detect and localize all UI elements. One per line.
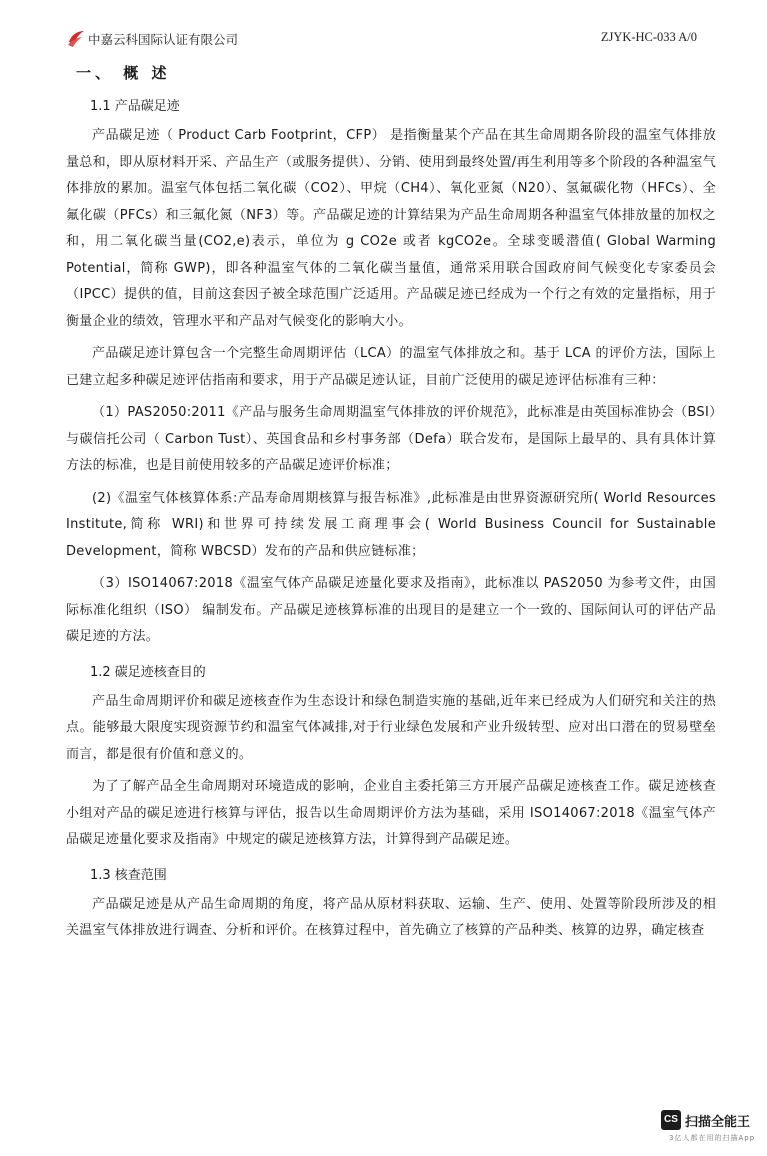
heading-1-1: 1.1 产品碳足迹 (90, 99, 180, 114)
document-number: ZJYK-HC-033 A/0 (600, 30, 697, 44)
scanner-watermark (661, 1110, 761, 1146)
heading-1-2: 1.2 碳足迹核查目的 (90, 664, 206, 680)
page-header (66, 26, 697, 50)
company-logo-icon (66, 28, 86, 48)
paragraph: （3）ISO14067:2018《温室气体产品碳足迹量化要求及指南》，此标准以 PAS2050 为参考文件，由国际标准化组织（ISO） 编制发布。产品碳足迹核算标准的出现目的是建立一个一致的、国际间认可的评估产品碳足迹的方法。 (66, 576, 716, 644)
document-body (66, 62, 716, 951)
paragraph: 为了了解产品全生命周期对环境造成的影响，企业自主委托第三方开展产品碳足迹核查工作。碳足迹核查小组对产品的碳足迹进行核算与评估，报告以生命周期评价方法为基础，采用 ISO14067:2018《温室气体产品碳足迹量化要求及指南》中规定的碳足迹核算方法，计算得到产品碳足迹。 (66, 779, 716, 847)
paragraph: (2)《温室气体核算体系:产品寿命周期核算与报告标准》,此标准是由世界资源研究所( World Resources Institute,简称 WRI)和世界可持续发展工商理事会( World Business Council for Sustainable Development，简称 WBCSD）发布的产品和供应链标准； (66, 490, 716, 559)
paragraph: 产品碳足迹是从产品生命周期的角度，将产品从原材料获取、运输、生产、使用、处置等阶段所涉及的相关温室气体排放进行调查、分析和评价。在核算过程中，首先确立了核算的产品种类、核算的边界，确定核查 (66, 896, 716, 938)
paragraph: （1）PAS2050:2011《产品与服务生命周期温室气体排放的评价规范》，此标准是由英国标准协会（BSI）与碳信托公司（ Carbon Tust）、英国食品和乡村事务部（Defa）联合发布，是国际上最早的、具有具体计算方法的标准，也是目前使用较多的产品碳足迹评价标准； (66, 405, 716, 473)
company-name: 中嘉云科国际认证有限公司 (88, 32, 239, 47)
section-title: 一、 概 述 (76, 64, 171, 82)
paragraph: 产品碳足迹计算包含一个完整生命周期评估（LCA）的温室气体排放之和。基于 LCA 的评价方法，国际上已建立起多种碳足迹评估指南和要求，用于产品碳足迹认证，目前广泛使用的碳足迹评估标准有三种： (66, 346, 716, 388)
paragraph: 产品碳足迹（ Product Carb Footprint，CFP） 是指衡量某个产品在其生命周期各阶段的温室气体排放量总和，即从原材料开采、产品生产（或服务提供）、分销、使用到最终处置/再生利用等多个阶段的各种温室气体排放的累加。温室气体包括二氧化碳（CO2）、甲烷（CH4）、氧化亚氮（N20）、氢氟碳化物（HFCs）、全氟化碳（PFCs）和三氟化氮（NF3）等。产品碳足迹的计算结果为产品生命周期各种温室气体排放量的加权之和，用二氧化碳当量(CO2,e)表示，单位为 g CO2e 或者 kgCO2e。全球变暖潜值( Global Warming Potential，简称 GWP)，即各种温室气体的二氧化碳当量值，通常采用联合国政府间气候变化专家委员会（IPCC）提供的值，目前这套因子被全球范围广泛适用。产品碳足迹已经成为一个行之有效的定量指标，用于衡量企业的绩效，管理水平和产品对气候变化的影响大小。 (66, 128, 716, 329)
watermark-title: 扫描全能王 (685, 1115, 751, 1130)
watermark-subtitle: 3亿人都在用的扫描App (669, 1134, 756, 1142)
cs-logo-icon: CS (661, 1110, 681, 1130)
heading-1-3: 1.3 核查范围 (90, 867, 167, 883)
paragraph: 产品生命周期评价和碳足迹核查作为生态设计和绿色制造实施的基础,近年来已经成为人们研究和关注的热点。能够最大限度实现资源节约和温室气体减排,对于行业绿色发展和产业升级转型、应对出口潜在的贸易壁垒而言，都是很有价值和意义的。 (66, 693, 716, 762)
